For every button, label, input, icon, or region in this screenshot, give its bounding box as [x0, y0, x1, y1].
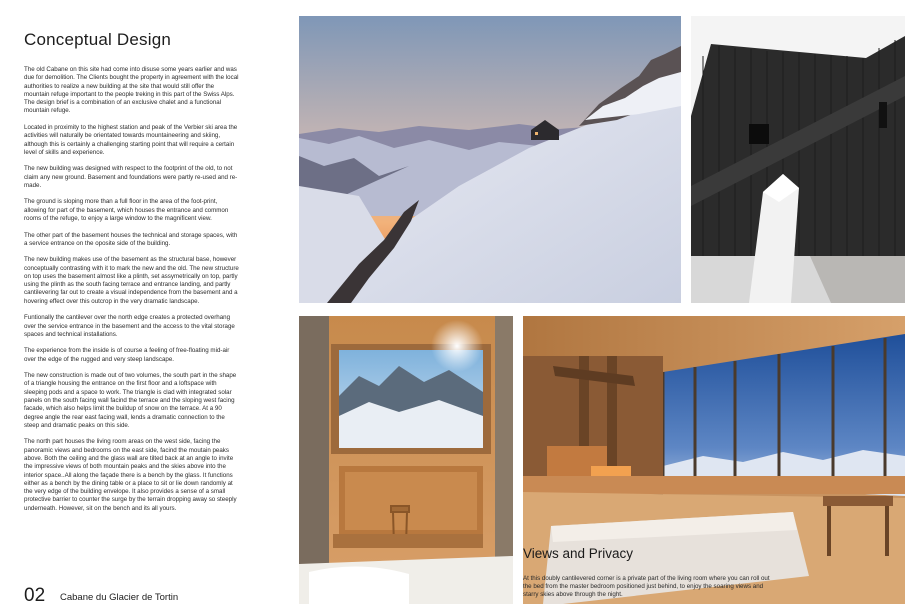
paragraph: Located in proximity to the highest station and peak of the Verbier ski area the activities will naturally be orientated towards mountaineering and skiing, although this is certainly a challenging starting point that will require a certain level of skills and experience.	[24, 123, 238, 156]
photo-black-cladding	[691, 16, 905, 303]
paragraph: The north part houses the living room areas on the west side, facing the panoramic views and bedrooms on the east side, facind the moutain peaks above. Both the ceiling and the glass wall are tilted back at an angle to invite the impressive views of both mountain peaks and the skies above into the interior space..All along the façade there is a bench by the glass. It functions either as a bench by the dining table or a place to sit or lie down randomly at the very edge of the building envelope. It also provides a sense of a small protective barrier to counter the surge by the terrain dropping away so steeply underneath. However, sit on the bench and its all yours.	[24, 438, 237, 512]
page-number: 02	[24, 585, 46, 606]
photo-bedroom-window	[299, 316, 513, 604]
paragraph: The new construction is made out of two volumes, the south part in the shape of a triangle housing the entrance on the first floor and a loftspace with sleeping pods and a space to work. The triangle is clad with integrated solar panels on the south facing wall facind the terrace and the sloping west facing facade, which also helps limit the buildup of snow on the terrace. At a 90 degree angle the rear east facing wall, lends a dramatic connection to the steep and dramatic peaks on this side.	[24, 372, 237, 429]
paragraph: The new building makes use of the basement as the structural base, however conceptually contrasting with it to mark the new and the old. The new structure on top uses the basement almost like a plinth, set assymetrically on top, partly using the plinth as the south facing terrace and entrance landing, and partly cantilevering far out to create a visual independence from the basement and a hovering effect over this outcrop in the very dramatic landscape.	[24, 256, 239, 305]
body-text	[24, 66, 240, 521]
caption-title: Views and Privacy	[523, 546, 634, 561]
paragraph: The ground is sloping more than a full floor in the area of the foot-print, allowing for part of the basement, which houses the entrance and common rooms of the refuge, to enjoy a large window to the magnificent view.	[24, 198, 229, 223]
caption-text: At this doubly cantilevered corner is a private part of the living room where you can roll out the bed from the master bedroom positioned just behind, to enjoy the soaring views and starry skies above through the night.	[523, 575, 770, 599]
page-title: Conceptual Design	[24, 30, 172, 49]
paragraph: The other part of the basement houses the technical and storage spaces, with a service entrance on the oposite side of the building.	[24, 231, 238, 247]
paragraph: Funtionally the cantilever over the north edge creates a protected overhang over the service entrance in the basement and the access to the vital storage spaces and technical installations.	[24, 314, 235, 338]
paragraph: The old Cabane on this site had come into disuse some years earlier and was due for demolition. The Clients bought the property in agreement with the local authorities to realize a new building at the site that would still offer the mountain refuge important to the people treking in this part of the Swiss Alps. The design brief is a combination of an exclusive chalet and a functional mountain refuge.	[24, 66, 239, 115]
photo-refuge-on-ridge	[299, 16, 681, 303]
project-name: Cabane du Glacier de Tortin	[60, 592, 179, 603]
paragraph: The new building was designed with respect to the footprint of the old, to not claim any new ground. Basement and foundations were partly re-used and re-made.	[24, 165, 238, 189]
paragraph: The experience from the inside is of course a feeling of free-floating mid-air over the edge of the rugged and very steep landscape.	[24, 347, 230, 363]
